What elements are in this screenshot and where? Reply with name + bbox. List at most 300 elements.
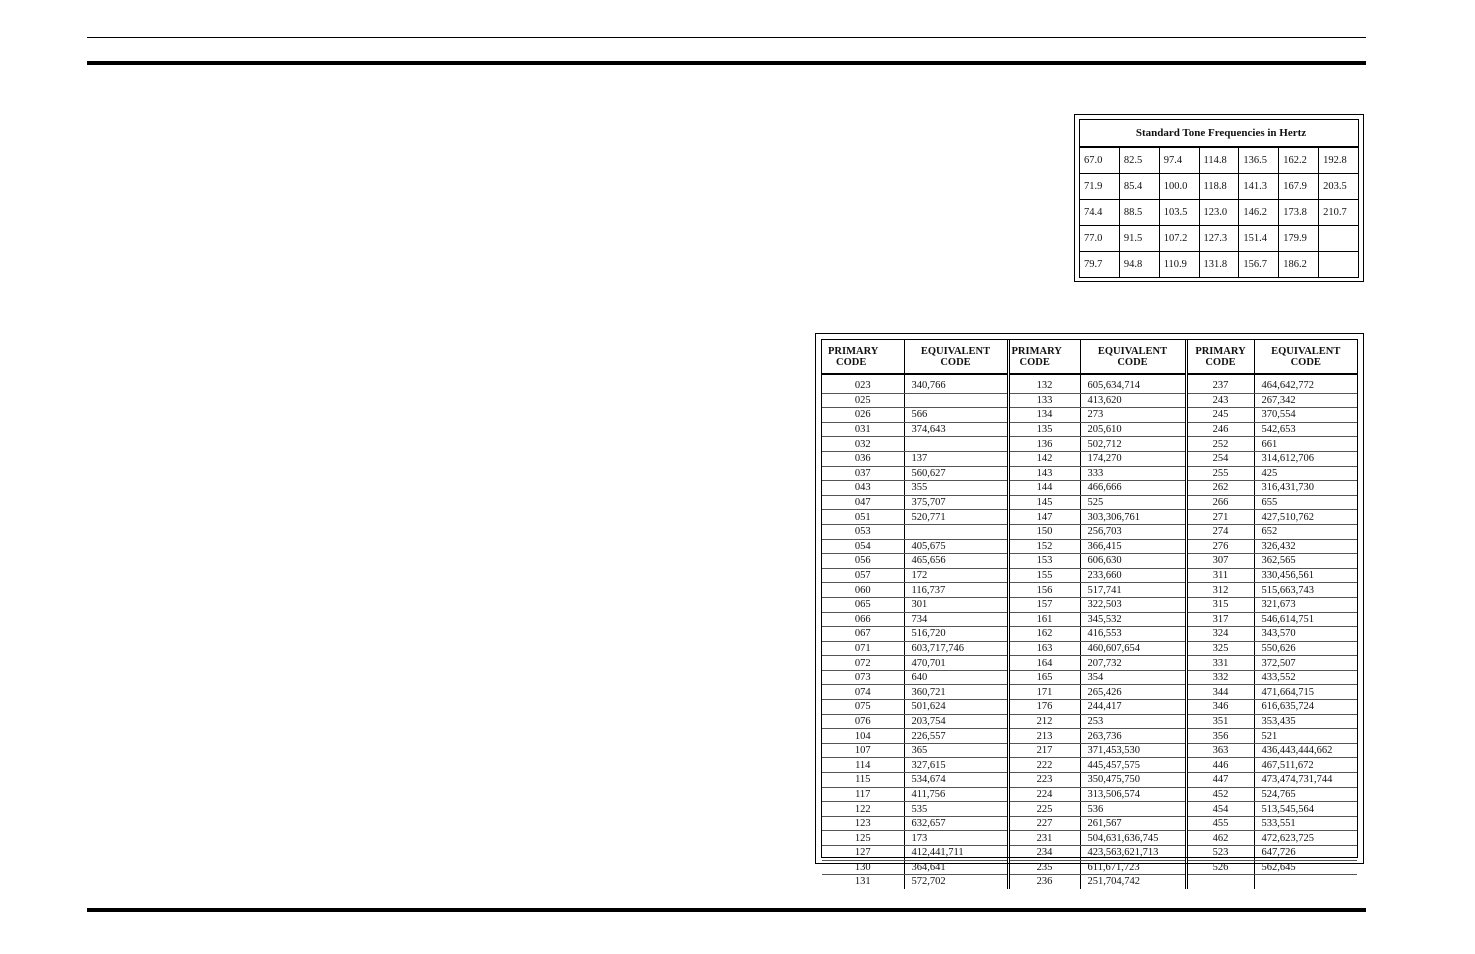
equivalent-code-cell: 343,570 — [1254, 627, 1357, 642]
tone-frequency-cell: 210.7 — [1319, 200, 1359, 226]
primary-code-cell: 057 — [822, 568, 904, 583]
primary-code-cell: 312 — [1186, 583, 1254, 598]
equivalent-code-cell: 605,634,714 — [1080, 374, 1186, 393]
primary-code-cell: 122 — [822, 802, 904, 817]
equivalent-code-cell: 244,417 — [1080, 700, 1186, 715]
primary-code-cell: 523 — [1186, 846, 1254, 861]
primary-code-cell: 243 — [1186, 393, 1254, 408]
equivalent-code-cell: 661 — [1254, 437, 1357, 452]
equivalent-code-cell: 423,563,621,713 — [1080, 846, 1186, 861]
equivalent-code-cell — [904, 524, 1008, 539]
code-table-row — [822, 743, 1357, 758]
equivalent-code-cell: 265,426 — [1080, 685, 1186, 700]
primary-code-cell: 236 — [1008, 875, 1080, 889]
primary-code-cell: 356 — [1186, 729, 1254, 744]
equivalent-code-cell: 425 — [1254, 466, 1357, 481]
tone-frequency-cell: 127.3 — [1199, 226, 1239, 252]
equivalent-code-cell: 562,645 — [1254, 860, 1357, 875]
equivalent-code-cell: 501,624 — [904, 700, 1008, 715]
equivalent-code-cell: 734 — [904, 612, 1008, 627]
code-table-row — [822, 685, 1357, 700]
primary-code-cell: 107 — [822, 743, 904, 758]
primary-code-cell: 025 — [822, 393, 904, 408]
tone-frequency-cell: 82.5 — [1119, 147, 1159, 174]
primary-code-cell: 114 — [822, 758, 904, 773]
primary-code-cell: 133 — [1008, 393, 1080, 408]
equivalent-code-cell: 374,643 — [904, 422, 1008, 437]
equivalent-code-cell: 536 — [1080, 802, 1186, 817]
primary-code-cell: 276 — [1186, 539, 1254, 554]
equivalent-code-cell: 313,506,574 — [1080, 787, 1186, 802]
primary-code-cell: 065 — [822, 597, 904, 612]
primary-code-cell: 271 — [1186, 510, 1254, 525]
equivalent-code-cell: 606,630 — [1080, 554, 1186, 569]
equivalent-code-cell: 445,457,575 — [1080, 758, 1186, 773]
primary-code-cell: 176 — [1008, 700, 1080, 715]
code-table-row — [822, 554, 1357, 569]
primary-code-cell: 142 — [1008, 451, 1080, 466]
equivalent-code-cell: 504,631,636,745 — [1080, 831, 1186, 846]
tone-table-row — [1080, 252, 1359, 278]
tone-frequency-table — [1079, 119, 1359, 278]
code-table-row — [822, 597, 1357, 612]
code-table-row — [822, 627, 1357, 642]
equivalent-code-cell: 416,553 — [1080, 627, 1186, 642]
primary-code-cell: 225 — [1008, 802, 1080, 817]
equivalent-code-cell: 566 — [904, 408, 1008, 423]
primary-code-cell: 363 — [1186, 743, 1254, 758]
tone-frequency-cell: 94.8 — [1119, 252, 1159, 278]
equivalent-code-cell: 427,510,762 — [1254, 510, 1357, 525]
tone-table-title: Standard Tone Frequencies in Hertz — [1080, 120, 1359, 148]
code-table-row — [822, 860, 1357, 875]
tone-frequency-cell: 167.9 — [1279, 174, 1319, 200]
tone-table-row — [1080, 226, 1359, 252]
equivalent-code-cell: 464,642,772 — [1254, 374, 1357, 393]
code-table-row — [822, 568, 1357, 583]
tone-frequency-cell: 107.2 — [1159, 226, 1199, 252]
equivalent-code-cell: 524,765 — [1254, 787, 1357, 802]
equivalent-code-cell: 611,671,723 — [1080, 860, 1186, 875]
equivalent-code-cell: 370,554 — [1254, 408, 1357, 423]
primary-code-cell: 217 — [1008, 743, 1080, 758]
code-table-row — [822, 583, 1357, 598]
primary-code-header-3: PRIMARY CODE — [1186, 340, 1254, 374]
equivalent-code-cell: 466,666 — [1080, 481, 1186, 496]
code-table-row — [822, 773, 1357, 788]
code-table-row — [822, 510, 1357, 525]
primary-code-cell: 262 — [1186, 481, 1254, 496]
code-table-header-row — [822, 340, 1357, 374]
primary-code-cell: 026 — [822, 408, 904, 423]
primary-code-cell: 073 — [822, 670, 904, 685]
equivalent-code-cell: 525 — [1080, 495, 1186, 510]
primary-code-cell: 155 — [1008, 568, 1080, 583]
primary-code-cell: 051 — [822, 510, 904, 525]
equivalent-code-cell: 267,342 — [1254, 393, 1357, 408]
equivalent-code-cell: 371,453,530 — [1080, 743, 1186, 758]
equivalent-code-cell: 366,415 — [1080, 539, 1186, 554]
equivalent-code-cell: 513,545,564 — [1254, 802, 1357, 817]
equivalent-code-cell: 340,766 — [904, 374, 1008, 393]
equivalent-code-cell: 353,435 — [1254, 714, 1357, 729]
primary-code-cell: 134 — [1008, 408, 1080, 423]
equivalent-code-cell: 355 — [904, 481, 1008, 496]
equivalent-code-cell: 502,712 — [1080, 437, 1186, 452]
equivalent-code-cell: 203,754 — [904, 714, 1008, 729]
equivalent-code-cell: 256,703 — [1080, 524, 1186, 539]
primary-code-cell: 235 — [1008, 860, 1080, 875]
primary-code-cell: 324 — [1186, 627, 1254, 642]
tone-frequency-cell: 179.9 — [1279, 226, 1319, 252]
equivalent-code-cell: 550,626 — [1254, 641, 1357, 656]
equivalent-code-cell: 330,456,561 — [1254, 568, 1357, 583]
primary-code-cell: 047 — [822, 495, 904, 510]
primary-code-cell: 227 — [1008, 816, 1080, 831]
primary-code-cell: 165 — [1008, 670, 1080, 685]
code-table-row — [822, 714, 1357, 729]
primary-code-cell: 067 — [822, 627, 904, 642]
code-table-row — [822, 524, 1357, 539]
primary-code-cell: 212 — [1008, 714, 1080, 729]
tone-frequency-cell: 162.2 — [1279, 147, 1319, 174]
equivalent-code-cell: 263,736 — [1080, 729, 1186, 744]
primary-code-cell: 237 — [1186, 374, 1254, 393]
equivalent-code-cell: 354 — [1080, 670, 1186, 685]
tone-frequency-cell: 192.8 — [1319, 147, 1359, 174]
primary-code-cell: 526 — [1186, 860, 1254, 875]
primary-code-cell: 123 — [822, 816, 904, 831]
equivalent-code-cell: 233,660 — [1080, 568, 1186, 583]
tone-table-row — [1080, 147, 1359, 174]
equivalent-code-cell: 412,441,711 — [904, 846, 1008, 861]
equivalent-code-cell: 616,635,724 — [1254, 700, 1357, 715]
primary-code-cell: 317 — [1186, 612, 1254, 627]
tone-frequency-cell: 156.7 — [1239, 252, 1279, 278]
tone-frequency-cell: 131.8 — [1199, 252, 1239, 278]
tone-frequency-cell: 71.9 — [1080, 174, 1120, 200]
primary-code-cell: 162 — [1008, 627, 1080, 642]
primary-code-cell: 056 — [822, 554, 904, 569]
tone-frequency-cell: 136.5 — [1239, 147, 1279, 174]
equivalent-code-cell: 273 — [1080, 408, 1186, 423]
primary-code-cell: 023 — [822, 374, 904, 393]
equivalent-code-cell: 253 — [1080, 714, 1186, 729]
primary-code-cell: 315 — [1186, 597, 1254, 612]
code-table-row — [822, 374, 1357, 393]
equivalent-code-cell: 652 — [1254, 524, 1357, 539]
primary-code-cell: 152 — [1008, 539, 1080, 554]
tone-frequency-cell: 91.5 — [1119, 226, 1159, 252]
primary-code-cell: 145 — [1008, 495, 1080, 510]
primary-code-cell: 031 — [822, 422, 904, 437]
primary-code-cell: 037 — [822, 466, 904, 481]
code-table-row — [822, 787, 1357, 802]
primary-code-cell: 036 — [822, 451, 904, 466]
primary-code-cell: 171 — [1008, 685, 1080, 700]
primary-code-cell: 346 — [1186, 700, 1254, 715]
tone-frequency-cell — [1319, 226, 1359, 252]
equivalent-code-cell: 172 — [904, 568, 1008, 583]
primary-code-cell: 446 — [1186, 758, 1254, 773]
equivalent-code-cell: 436,443,444,662 — [1254, 743, 1357, 758]
tone-frequency-cell: 74.4 — [1080, 200, 1120, 226]
equivalent-code-cell: 473,474,731,744 — [1254, 773, 1357, 788]
code-table-row — [822, 393, 1357, 408]
equivalent-code-cell: 360,721 — [904, 685, 1008, 700]
header-thick-rule — [87, 61, 1366, 65]
equivalent-code-cell: 520,771 — [904, 510, 1008, 525]
tone-frequency-cell: 173.8 — [1279, 200, 1319, 226]
code-table-row — [822, 656, 1357, 671]
primary-code-cell: 143 — [1008, 466, 1080, 481]
equivalent-code-cell: 655 — [1254, 495, 1357, 510]
tone-frequency-cell: 114.8 — [1199, 147, 1239, 174]
primary-code-cell: 066 — [822, 612, 904, 627]
equivalent-code-cell: 333 — [1080, 466, 1186, 481]
equivalent-code-cell: 362,565 — [1254, 554, 1357, 569]
primary-code-cell: 104 — [822, 729, 904, 744]
tone-frequency-cell: 77.0 — [1080, 226, 1120, 252]
tone-frequency-cell: 79.7 — [1080, 252, 1120, 278]
equivalent-code-cell: 314,612,706 — [1254, 451, 1357, 466]
equivalent-code-cell — [904, 437, 1008, 452]
tone-frequency-cell: 100.0 — [1159, 174, 1199, 200]
primary-code-cell: 135 — [1008, 422, 1080, 437]
equivalent-code-cell: 516,720 — [904, 627, 1008, 642]
equivalent-code-cell: 364,641 — [904, 860, 1008, 875]
equivalent-code-cell: 533,551 — [1254, 816, 1357, 831]
code-table-row — [822, 451, 1357, 466]
equivalent-code-cell: 174,270 — [1080, 451, 1186, 466]
primary-code-cell: 266 — [1186, 495, 1254, 510]
equivalent-code-cell: 411,756 — [904, 787, 1008, 802]
primary-code-cell: 161 — [1008, 612, 1080, 627]
primary-code-cell: 164 — [1008, 656, 1080, 671]
equivalent-code-cell: 603,717,746 — [904, 641, 1008, 656]
primary-code-cell: 076 — [822, 714, 904, 729]
primary-code-cell: 132 — [1008, 374, 1080, 393]
equivalent-code-cell — [1254, 875, 1357, 889]
equivalent-code-cell: 572,702 — [904, 875, 1008, 889]
footer-thick-rule — [87, 908, 1366, 912]
code-table-row — [822, 641, 1357, 656]
tone-frequency-cell: 85.4 — [1119, 174, 1159, 200]
primary-code-cell: 060 — [822, 583, 904, 598]
primary-code-cell — [1186, 875, 1254, 889]
code-table-row — [822, 802, 1357, 817]
code-table-row — [822, 539, 1357, 554]
primary-code-cell: 344 — [1186, 685, 1254, 700]
code-table-row — [822, 481, 1357, 496]
tone-frequency-cell: 186.2 — [1279, 252, 1319, 278]
primary-code-cell: 157 — [1008, 597, 1080, 612]
tone-table-row — [1080, 200, 1359, 226]
tone-frequency-cell — [1319, 252, 1359, 278]
primary-code-cell: 252 — [1186, 437, 1254, 452]
tone-frequency-cell: 118.8 — [1199, 174, 1239, 200]
equivalent-code-cell: 345,532 — [1080, 612, 1186, 627]
code-table-row — [822, 729, 1357, 744]
equivalent-code-cell: 301 — [904, 597, 1008, 612]
equivalent-code-cell: 517,741 — [1080, 583, 1186, 598]
equivalent-code-cell: 173 — [904, 831, 1008, 846]
primary-code-cell: 032 — [822, 437, 904, 452]
tone-frequency-cell: 67.0 — [1080, 147, 1120, 174]
primary-code-cell: 274 — [1186, 524, 1254, 539]
primary-code-cell: 125 — [822, 831, 904, 846]
primary-code-cell: 255 — [1186, 466, 1254, 481]
equivalent-code-cell: 542,653 — [1254, 422, 1357, 437]
equivalent-code-cell: 560,627 — [904, 466, 1008, 481]
primary-equivalent-code-table — [822, 340, 1357, 889]
primary-code-cell: 332 — [1186, 670, 1254, 685]
tone-frequency-cell: 88.5 — [1119, 200, 1159, 226]
primary-code-cell: 311 — [1186, 568, 1254, 583]
primary-code-cell: 234 — [1008, 846, 1080, 861]
equivalent-code-header-3: EQUIVALENT CODE — [1254, 340, 1357, 374]
tone-frequency-cell: 123.0 — [1199, 200, 1239, 226]
equivalent-code-cell: 465,656 — [904, 554, 1008, 569]
primary-code-cell: 246 — [1186, 422, 1254, 437]
equivalent-code-cell: 471,664,715 — [1254, 685, 1357, 700]
equivalent-code-cell: 470,701 — [904, 656, 1008, 671]
equivalent-code-cell: 137 — [904, 451, 1008, 466]
equivalent-code-cell: 327,615 — [904, 758, 1008, 773]
code-table-row — [822, 758, 1357, 773]
code-table-border — [821, 339, 1358, 888]
equivalent-code-header-2: EQUIVALENT CODE — [1080, 340, 1186, 374]
tone-frequency-cell: 141.3 — [1239, 174, 1279, 200]
equivalent-code-header-1: EQUIVALENT CODE — [904, 340, 1008, 374]
primary-code-cell: 150 — [1008, 524, 1080, 539]
primary-code-cell: 054 — [822, 539, 904, 554]
code-table-row — [822, 612, 1357, 627]
header-thin-rule — [87, 37, 1366, 38]
equivalent-code-cell: 515,663,743 — [1254, 583, 1357, 598]
tone-frequency-cell: 97.4 — [1159, 147, 1199, 174]
primary-code-cell: 454 — [1186, 802, 1254, 817]
equivalent-code-cell: 546,614,751 — [1254, 612, 1357, 627]
equivalent-code-cell: 303,306,761 — [1080, 510, 1186, 525]
equivalent-code-cell: 521 — [1254, 729, 1357, 744]
code-table-row — [822, 816, 1357, 831]
primary-code-cell: 245 — [1186, 408, 1254, 423]
primary-code-cell: 053 — [822, 524, 904, 539]
code-table-row — [822, 495, 1357, 510]
primary-code-cell: 144 — [1008, 481, 1080, 496]
code-table-row — [822, 700, 1357, 715]
tone-frequency-cell: 151.4 — [1239, 226, 1279, 252]
equivalent-code-cell: 116,737 — [904, 583, 1008, 598]
tone-frequency-table-frame — [1074, 114, 1364, 282]
code-table-frame — [815, 333, 1364, 888]
equivalent-code-cell: 226,557 — [904, 729, 1008, 744]
primary-code-header-1: PRIMARY CODE — [822, 340, 904, 374]
equivalent-code-cell: 472,623,725 — [1254, 831, 1357, 846]
equivalent-code-cell: 375,707 — [904, 495, 1008, 510]
tone-frequency-cell: 203.5 — [1319, 174, 1359, 200]
primary-code-cell: 071 — [822, 641, 904, 656]
equivalent-code-cell: 534,674 — [904, 773, 1008, 788]
equivalent-code-cell: 365 — [904, 743, 1008, 758]
equivalent-code-cell: 316,431,730 — [1254, 481, 1357, 496]
code-table-row — [822, 670, 1357, 685]
equivalent-code-cell: 647,726 — [1254, 846, 1357, 861]
equivalent-code-cell: 205,610 — [1080, 422, 1186, 437]
primary-code-cell: 115 — [822, 773, 904, 788]
primary-code-cell: 351 — [1186, 714, 1254, 729]
tone-frequency-cell: 110.9 — [1159, 252, 1199, 278]
primary-code-cell: 117 — [822, 787, 904, 802]
primary-code-cell: 452 — [1186, 787, 1254, 802]
code-table-row — [822, 422, 1357, 437]
equivalent-code-cell: 350,475,750 — [1080, 773, 1186, 788]
equivalent-code-cell: 261,567 — [1080, 816, 1186, 831]
equivalent-code-cell — [904, 393, 1008, 408]
primary-code-cell: 153 — [1008, 554, 1080, 569]
equivalent-code-cell: 207,732 — [1080, 656, 1186, 671]
primary-code-header-2: PRIMARY CODE — [1008, 340, 1080, 374]
code-table-row — [822, 408, 1357, 423]
equivalent-code-cell: 251,704,742 — [1080, 875, 1186, 889]
primary-code-cell: 131 — [822, 875, 904, 889]
equivalent-code-cell: 632,657 — [904, 816, 1008, 831]
equivalent-code-cell: 326,432 — [1254, 539, 1357, 554]
primary-code-cell: 127 — [822, 846, 904, 861]
code-table-row — [822, 875, 1357, 889]
equivalent-code-cell: 640 — [904, 670, 1008, 685]
primary-code-cell: 462 — [1186, 831, 1254, 846]
primary-code-cell: 331 — [1186, 656, 1254, 671]
primary-code-cell: 136 — [1008, 437, 1080, 452]
primary-code-cell: 455 — [1186, 816, 1254, 831]
equivalent-code-cell: 322,503 — [1080, 597, 1186, 612]
primary-code-cell: 213 — [1008, 729, 1080, 744]
code-table-row — [822, 466, 1357, 481]
primary-code-cell: 074 — [822, 685, 904, 700]
code-table-row — [822, 831, 1357, 846]
tone-frequency-cell: 146.2 — [1239, 200, 1279, 226]
tone-table-row — [1080, 174, 1359, 200]
equivalent-code-cell: 405,675 — [904, 539, 1008, 554]
equivalent-code-cell: 413,620 — [1080, 393, 1186, 408]
primary-code-cell: 130 — [822, 860, 904, 875]
equivalent-code-cell: 372,507 — [1254, 656, 1357, 671]
primary-code-cell: 156 — [1008, 583, 1080, 598]
primary-code-cell: 325 — [1186, 641, 1254, 656]
equivalent-code-cell: 460,607,654 — [1080, 641, 1186, 656]
equivalent-code-cell: 535 — [904, 802, 1008, 817]
equivalent-code-cell: 467,511,672 — [1254, 758, 1357, 773]
code-table-row — [822, 437, 1357, 452]
tone-frequency-cell: 103.5 — [1159, 200, 1199, 226]
code-table-row — [822, 846, 1357, 861]
primary-code-cell: 163 — [1008, 641, 1080, 656]
primary-code-cell: 072 — [822, 656, 904, 671]
primary-code-cell: 147 — [1008, 510, 1080, 525]
primary-code-cell: 222 — [1008, 758, 1080, 773]
primary-code-cell: 224 — [1008, 787, 1080, 802]
primary-code-cell: 231 — [1008, 831, 1080, 846]
equivalent-code-cell: 321,673 — [1254, 597, 1357, 612]
primary-code-cell: 075 — [822, 700, 904, 715]
primary-code-cell: 223 — [1008, 773, 1080, 788]
equivalent-code-cell: 433,552 — [1254, 670, 1357, 685]
primary-code-cell: 447 — [1186, 773, 1254, 788]
primary-code-cell: 043 — [822, 481, 904, 496]
primary-code-cell: 254 — [1186, 451, 1254, 466]
